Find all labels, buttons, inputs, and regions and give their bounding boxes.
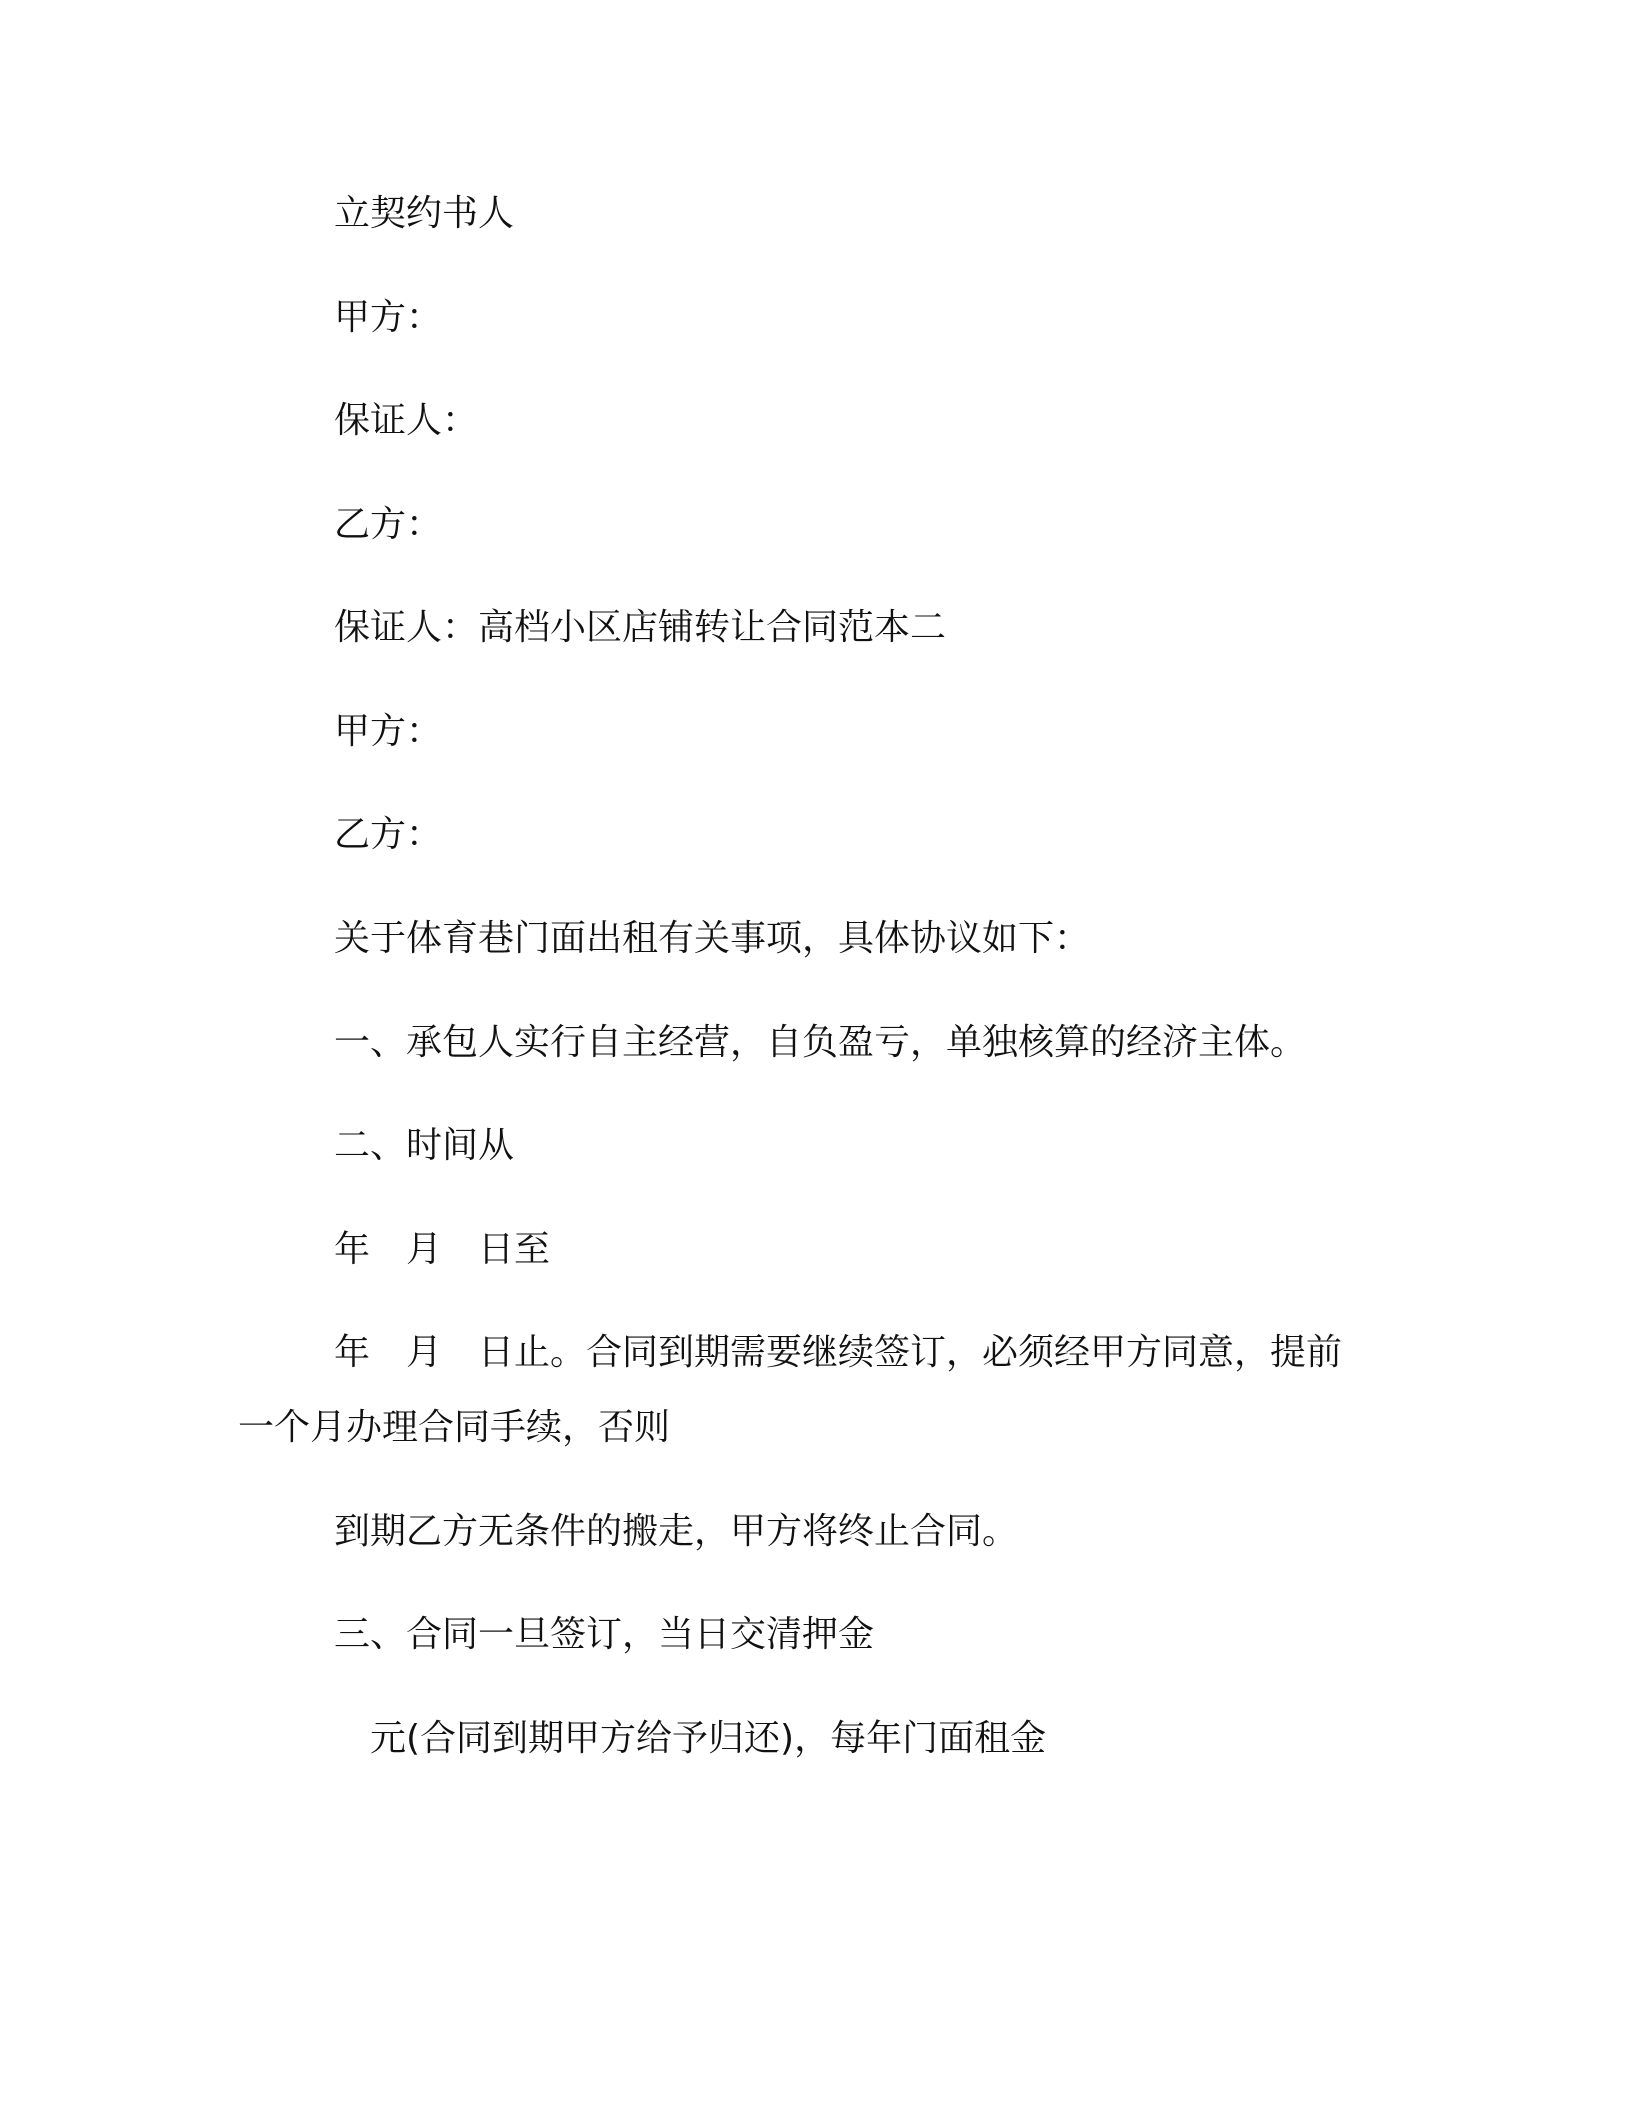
clause-1: 一、承包人实行自主经营，自负盈亏，单独核算的经济主体。 (334, 1022, 1307, 1063)
guarantor-label: 保证人： (334, 400, 479, 441)
date-from-line: 年 月 日至 (334, 1229, 551, 1270)
party-a-label-2: 甲方： (334, 711, 443, 752)
agreement-intro: 关于体育巷门面出租有关事项，具体协议如下： (334, 918, 1091, 959)
clause-2-start: 二、时间从 (334, 1125, 515, 1166)
expiry-line: 到期乙方无条件的搬走，甲方将终止合同。 (334, 1511, 1019, 1552)
clause-3-start: 三、合同一旦签订，当日交清押金 (334, 1614, 875, 1655)
deposit-rent-line: 元(合同到期甲方给予归还)，每年门面租金 (370, 1718, 1047, 1759)
guarantor-title-line: 保证人：高档小区店铺转让合同范本二 (334, 607, 947, 648)
party-a-label: 甲方： (334, 297, 443, 338)
date-to-continuation: 一个月办理合同手续，否则 (238, 1407, 671, 1448)
contract-heading: 立契约书人 (334, 193, 515, 234)
party-b-label-2: 乙方： (334, 814, 443, 855)
party-b-label: 乙方： (334, 504, 443, 545)
date-to-line: 年 月 日止。合同到期需要继续签订，必须经甲方同意，提前 (334, 1332, 1343, 1373)
